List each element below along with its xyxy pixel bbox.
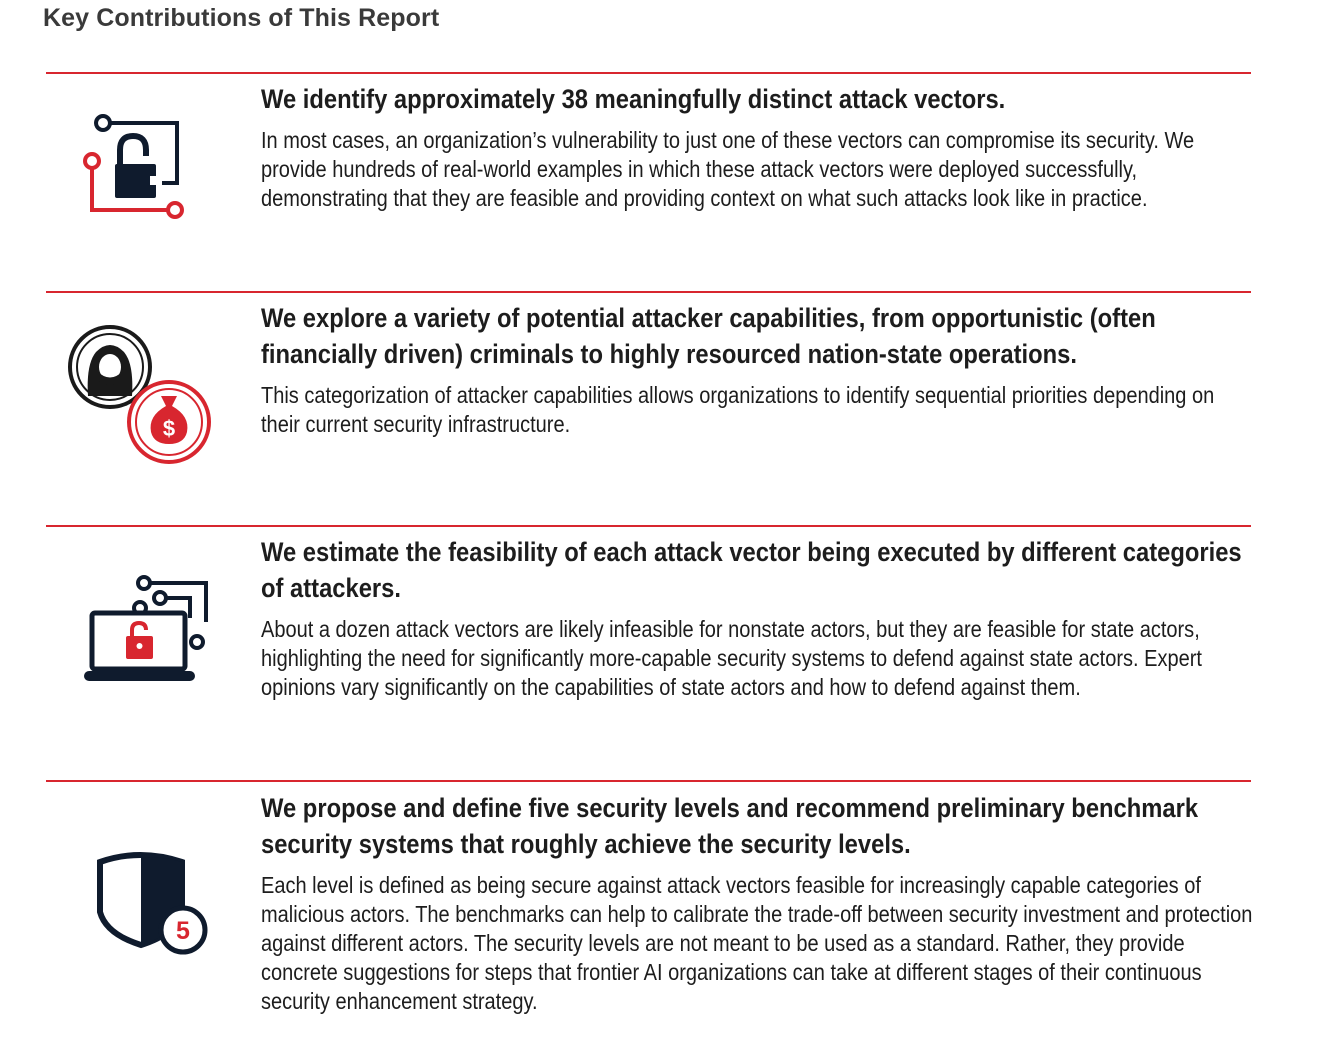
svg-text:$: $ (162, 416, 176, 441)
page-title: Key Contributions of This Report (43, 4, 440, 32)
padlock-circuit-icon (80, 110, 190, 225)
contribution-heading: We explore a variety of potential attacker capabilities, from opportunistic (often financially driven) criminals to highly resourced nation-state operations. (261, 303, 1156, 369)
shield-level-5-icon (92, 850, 212, 960)
contribution-body: This categorization of attacker capabilities allows organizations to identify sequential priorities depending on their current security infrastructure. (261, 382, 1215, 437)
section-divider (46, 525, 1251, 527)
hooded-attacker-money-bag-icon (66, 324, 216, 464)
contribution-heading: We identify approximately 38 meaningfully distinct attack vectors. (261, 84, 1006, 114)
contribution-body: In most cases, an organization’s vulnerability to just one of these vectors can compromise its security. We provide hundreds of real-world examples in which these attack vectors were deployed successfully, demonstrating that they are feasible and providing context on what such attacks look like in practice. (261, 127, 1195, 211)
contribution-heading: We estimate the feasibility of each attack vector being executed by different categories of attackers. (261, 537, 1242, 603)
security-level-badge: 5 (176, 917, 190, 945)
section-divider (46, 291, 1251, 293)
contribution-body: About a dozen attack vectors are likely infeasible for nonstate actors, but they are feasible for state actors, highlighting the need for significantly more-capable security systems to defend against state actors. Expert opinions vary significantly on the capabilities of state actors and how to defend against them. (261, 616, 1202, 700)
section-divider (46, 72, 1251, 74)
section-divider (46, 780, 1251, 782)
contribution-body: Each level is defined as being secure against attack vectors feasible for increasingly capable categories of malicious actors. The benchmarks can help to calibrate the trade-off between security investment and protection against different actors. The security levels are not meant to be used as a standard. Rather, they provide concrete suggestions for steps that frontier AI organizations can take at different stages of their continuous security enhancement strategy. (261, 872, 1253, 1014)
contribution-heading: We propose and define five security levels and recommend preliminary benchmark security systems that roughly achieve the security levels. (261, 793, 1199, 859)
laptop-lock-network-icon (82, 574, 217, 689)
